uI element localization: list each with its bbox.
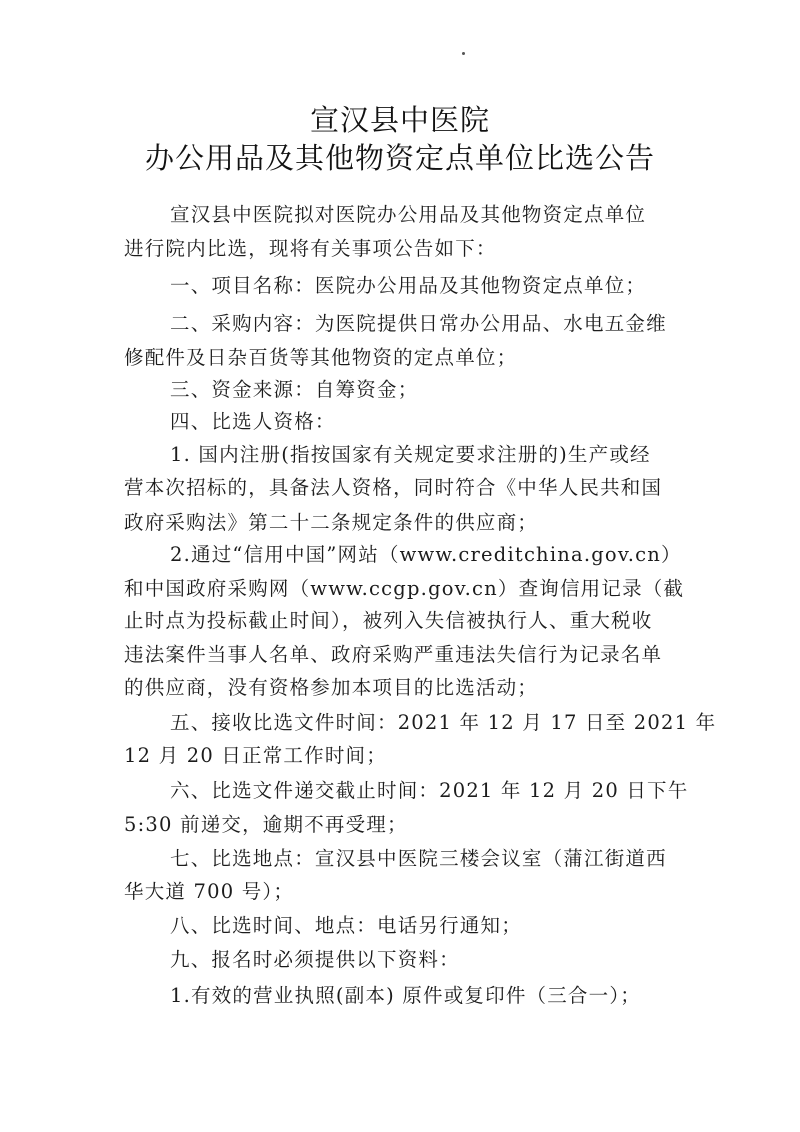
paragraph-line: 政府采购法》第二十二条规定条件的供应商； — [124, 511, 539, 534]
paragraph-line: 一、项目名称：医院办公用品及其他物资定点单位； — [170, 274, 647, 297]
paragraph-line: 的供应商，没有资格参加本项目的比选活动； — [124, 676, 539, 699]
paragraph-line: 1. 国内注册(指按国家有关规定要求注册的)生产或经 — [170, 443, 651, 466]
paragraph-line: 5:30 前递交，逾期不再受理； — [124, 813, 408, 836]
paragraph-line: 八、比选时间、地点：电话另行通知； — [170, 914, 522, 937]
paragraph-line: 修配件及日杂百货等其他物资的定点单位； — [124, 346, 518, 369]
paragraph-line: 和中国政府采购网（www.ccgp.gov.cn）查询信用记录（截 — [124, 577, 685, 600]
document-title-line2: 办公用品及其他物资定点单位比选公告 — [144, 141, 655, 175]
paragraph-line: 四、比选人资格： — [170, 410, 336, 433]
paragraph-line: 华大道 700 号）； — [124, 880, 295, 903]
paragraph-line: 1.有效的营业执照(副本) 原件或复印件（三合一）； — [170, 984, 641, 1007]
paragraph-line: 二、采购内容：为医院提供日常办公用品、水电五金维 — [170, 312, 667, 335]
paragraph-line: 九、报名时必须提供以下资料： — [170, 948, 460, 971]
paragraph-line: 三、资金来源：自筹资金； — [170, 378, 419, 401]
paragraph-line: 营本次招标的，具备法人资格，同时符合《中华人民共和国 — [124, 476, 663, 499]
paragraph-line: 宣汉县中医院拟对医院办公用品及其他物资定点单位 — [170, 203, 647, 226]
paragraph-line: 进行院内比选，现将有关事项公告如下： — [124, 237, 497, 260]
paragraph-line: 违法案件当事人名单、政府采购严重违法失信行为记录名单 — [124, 643, 663, 666]
paragraph-line: 六、比选文件递交截止时间：2021 年 12 月 20 日下午 — [170, 779, 689, 802]
paragraph-line: 2.通过“信用中国”网站（www.creditchina.gov.cn） — [170, 543, 682, 566]
paragraph-line: 五、接收比选文件时间：2021 年 12 月 17 日至 2021 年 — [170, 711, 717, 734]
paragraph-line: 止时点为投标截止时间），被列入失信被执行人、重大税收 — [124, 609, 653, 632]
paragraph-line: 七、比选地点：宣汉县中医院三楼会议室（蒲江街道西 — [170, 847, 667, 870]
document-title-line1: 宣汉县中医院 — [309, 103, 490, 137]
scan-speck — [462, 52, 465, 55]
paragraph-line: 12 月 20 日正常工作时间； — [124, 744, 387, 767]
